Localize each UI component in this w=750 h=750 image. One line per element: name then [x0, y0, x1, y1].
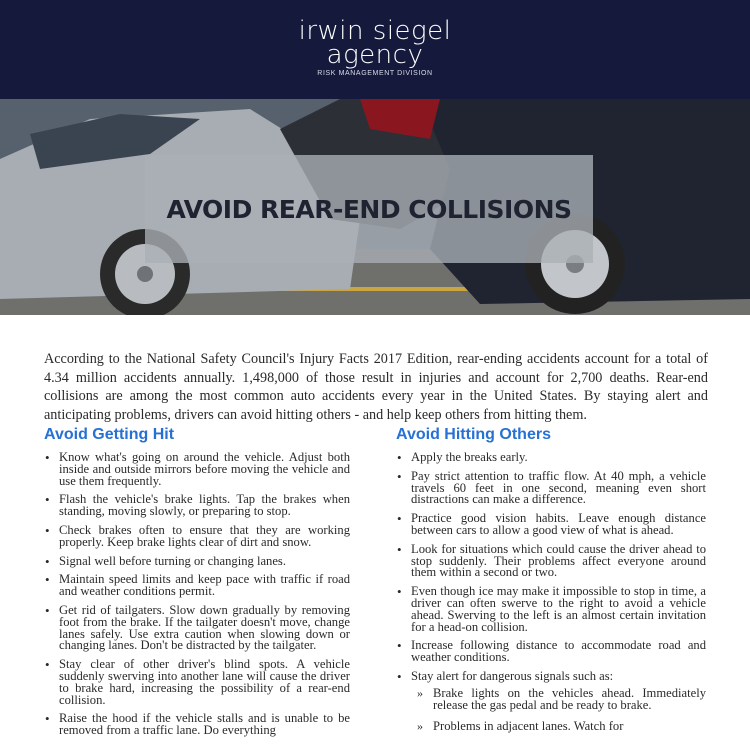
list-item: [396, 668, 706, 734]
intro-paragraph: According to the National Safety Council's Injury Facts 2017 Edition, rear-ending accidents account for a total of 4.34 million accidents annually. 1,498,000 of those result in injuries and account for 2,700 deaths. Rear-end collisions are among the most common auto accidents every year in the United States. By staying alert and anticipating problems, drivers can avoid hitting others - and help keep others from hitting them.: [44, 351, 708, 423]
list-item-text: Stay alert for dangerous signals such as:: [411, 668, 614, 683]
list-item: • Apply the breaks early.: [396, 452, 706, 464]
title-box: [145, 155, 593, 263]
list-item: • Signal well before turning or changing lanes.: [44, 556, 350, 568]
tips-list: [396, 452, 706, 733]
signals-sublist: [411, 685, 706, 734]
list-item: • Know what's going on around the vehicle. Adjust both inside and outside mirrors before moving the vehicle and use them frequently.: [44, 452, 350, 487]
list-item: • Even though ice may make it impossible to stop in time, a driver can often swerve to the right to avoid a vehicle ahead. Swerving to the left is an almost certain invitation for a head-on collision.: [396, 586, 706, 633]
list-item: • Practice good vision habits. Leave enough distance between cars to allow a good view of what is ahead.: [396, 513, 706, 537]
list-item: • Look for situations which could cause the driver ahead to stop suddenly. Their problems affect everyone around them within a second or two.: [396, 544, 706, 579]
header-banner: [0, 0, 750, 99]
tips-list: [44, 452, 350, 737]
brand-logo-line2: agency: [326, 40, 424, 70]
list-item: • Get rid of tailgaters. Slow down gradually by removing foot from the brake. If the tailgater doesn't move, change lanes safely. Use extra caution when slowing down or changing lanes. Don't be distracted by the tailgater.: [44, 605, 350, 652]
list-item: • Increase following distance to accommodate road and weather conditions.: [396, 640, 706, 664]
column-avoid-getting-hit: [44, 426, 350, 744]
sublist-item: » Problems in adjacent lanes. Watch for: [411, 721, 706, 733]
page-title: AVOID REAR-END COLLISIONS: [166, 194, 572, 224]
sublist-item: » Brake lights on the vehicles ahead. Immediately release the gas pedal and be ready to brake.: [411, 688, 706, 712]
section-heading: Avoid Getting Hit: [44, 426, 175, 443]
list-item: • Flash the vehicle's brake lights. Tap the brakes when standing, moving slowly, or preparing to stop.: [44, 494, 350, 518]
brand-subtitle: RISK MANAGEMENT DIVISION: [317, 70, 433, 77]
list-item: • Maintain speed limits and keep pace with traffic if road and weather conditions permit.: [44, 574, 350, 598]
section-heading: Avoid Hitting Others: [396, 426, 551, 443]
list-item: • Check brakes often to ensure that they are working properly. Keep brake lights clear of dirt and snow.: [44, 525, 350, 549]
list-item: • Stay clear of other driver's blind spots. A vehicle suddenly swerving into another lane will cause the driver to brake hard, increasing the possibility of a rear-end collision.: [44, 659, 350, 706]
hero-image: [0, 99, 750, 315]
list-item: • Raise the hood if the vehicle stalls and is unable to be removed from a traffic lane. Do everything: [44, 713, 350, 737]
brand-logo-line1: irwin siegel: [298, 16, 452, 46]
column-avoid-hitting-others: [396, 426, 706, 743]
list-item: • Pay strict attention to traffic flow. At 40 mph, a vehicle travels 60 feet in one second, meaning even short distractions can make a difference.: [396, 471, 706, 506]
